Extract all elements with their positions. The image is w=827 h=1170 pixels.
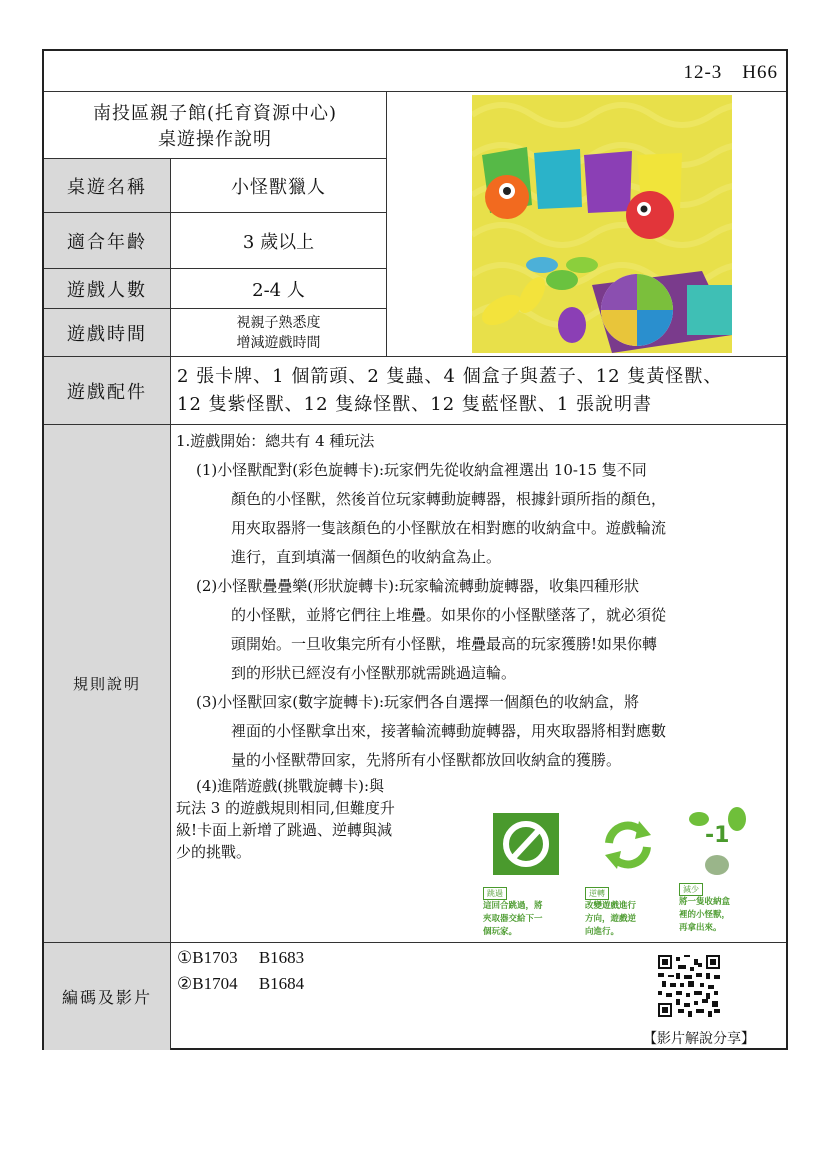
qr-code-image	[658, 955, 720, 1017]
rule-2-line-3: 頭開始。一旦收集完所有小怪獸，堆疊最高的玩家獲勝!如果你轉	[231, 635, 658, 653]
skip-caption-1: 這回合跳過，將	[483, 901, 543, 911]
rule-3-line-1: (3)小怪獸回家(數字旋轉卡):玩家們各自選擇一個顏色的收納盒，將	[196, 693, 640, 711]
time-value-line-2: 增減遊戲時間	[236, 334, 321, 351]
players-label: 遊戲人數	[67, 279, 147, 301]
challenge-icons	[477, 803, 767, 943]
skip-caption-3: 個玩家。	[483, 927, 518, 937]
rule-3-line-2: 裡面的小怪獸拿出來，接著輪流轉動旋轉器，用夾取器將相對應數	[231, 722, 667, 740]
time-label: 遊戲時間	[67, 323, 147, 345]
rule-1-line-1: (1)小怪獸配對(彩色旋轉卡):玩家們先從收納盒裡選出 10-15 隻不同	[196, 461, 647, 479]
rule-1-line-2: 顏色的小怪獸，然後首位玩家轉動旋轉器，根據針頭所指的顏色，	[231, 490, 667, 508]
title-line-1: 南投區親子館(托育資源中心)	[92, 103, 338, 124]
time-value	[171, 309, 386, 356]
time-value-line-1: 視親子熟悉度	[236, 314, 321, 331]
reverse-icon	[593, 813, 663, 877]
codes-label: 編碼及影片	[61, 988, 152, 1007]
skip-card	[483, 813, 573, 938]
parts-label: 遊戲配件	[67, 381, 147, 403]
skip-tag: 跳過	[483, 887, 507, 900]
minus-one-caption-2: 裡的小怪獸，	[679, 910, 731, 920]
product-photo	[472, 95, 732, 353]
sheet-code: 12-3 H66	[683, 62, 778, 83]
reverse-tag: 逆轉	[585, 887, 609, 900]
title-line-2: 桌遊操作說明	[158, 129, 272, 150]
game-name-value: 小怪獸獵人	[231, 176, 326, 198]
reverse-card	[585, 813, 675, 938]
rules-label: 規則說明	[72, 675, 141, 693]
codes-text	[177, 945, 477, 1015]
minus-one-caption-1: 將一隻收納盒	[679, 897, 731, 907]
skip-caption-2: 夾取器交給下一	[483, 914, 543, 924]
rule-2-line-2: 的小怪獸，並將它們往上堆疊。如果你的小怪獸墜落了，就必須從	[231, 606, 667, 624]
minus-one-card	[679, 805, 767, 938]
rule-3-line-3: 量的小怪獸帶回家，先將所有小怪獸都放回收納盒的獲勝。	[231, 751, 622, 769]
rules-intro: 1.遊戲開始：總共有 4 種玩法	[176, 432, 375, 450]
minus-one-caption-3: 再拿出來。	[679, 923, 722, 933]
video-caption[interactable]: 【影片解說分享】	[643, 1031, 755, 1047]
parts-text	[171, 357, 786, 424]
rule-2-line-1: (2)小怪獸疊疊樂(形狀旋轉卡):玩家輪流轉動旋轉器，收集四種形狀	[196, 577, 640, 595]
rule-4-line-2: 玩法 3 的遊戲規則相同,但難度升	[176, 799, 395, 817]
code-row-2: ②B1704 B1684	[177, 974, 305, 993]
rule-4-line-1: (4)進階遊戲(挑戰旋轉卡):與	[196, 777, 385, 795]
age-label: 適合年齡	[67, 231, 147, 253]
age-value: 3 歲以上	[242, 231, 315, 253]
minus-one-tag: 減少	[679, 883, 703, 896]
parts-line-1: 2 張卡牌、1 個箭頭、2 隻蟲、4 個盒子與蓋子、12 隻黃怪獸、	[177, 366, 723, 387]
rule-4-line-4: 少的挑戰。	[176, 843, 252, 861]
players-value: 2-4 人	[252, 279, 305, 301]
skip-icon	[491, 813, 561, 877]
page-title	[44, 92, 386, 158]
code-row-1: ①B1703 B1683	[177, 948, 305, 967]
rule-2-line-4: 到的形狀已經沒有小怪獸那就需跳過這輪。	[231, 664, 517, 682]
instruction-sheet	[42, 49, 788, 1050]
rule-4-line-3: 級!卡面上新增了跳過、逆轉與減	[176, 821, 393, 839]
reverse-caption-2: 方向，遊戲逆	[585, 914, 637, 924]
rule-1-line-3: 用夾取器將一隻該顏色的小怪獸放在相對應的收納盒中。遊戲輪流	[231, 519, 667, 537]
header-code	[44, 51, 786, 91]
product-photo-image	[472, 95, 732, 353]
reverse-caption-1: 改變遊戲進行	[585, 901, 637, 911]
qr-code[interactable]	[658, 955, 720, 1017]
rule-1-line-4: 進行，直到填滿一個顏色的收納盒為止。	[231, 548, 502, 566]
reverse-caption-3: 向進行。	[585, 927, 620, 937]
parts-line-2: 12 隻紫怪獸、12 隻綠怪獸、12 隻藍怪獸、1 張說明書	[177, 394, 653, 415]
minus-one-number: -1	[705, 823, 730, 848]
game-name-label: 桌遊名稱	[67, 176, 147, 198]
